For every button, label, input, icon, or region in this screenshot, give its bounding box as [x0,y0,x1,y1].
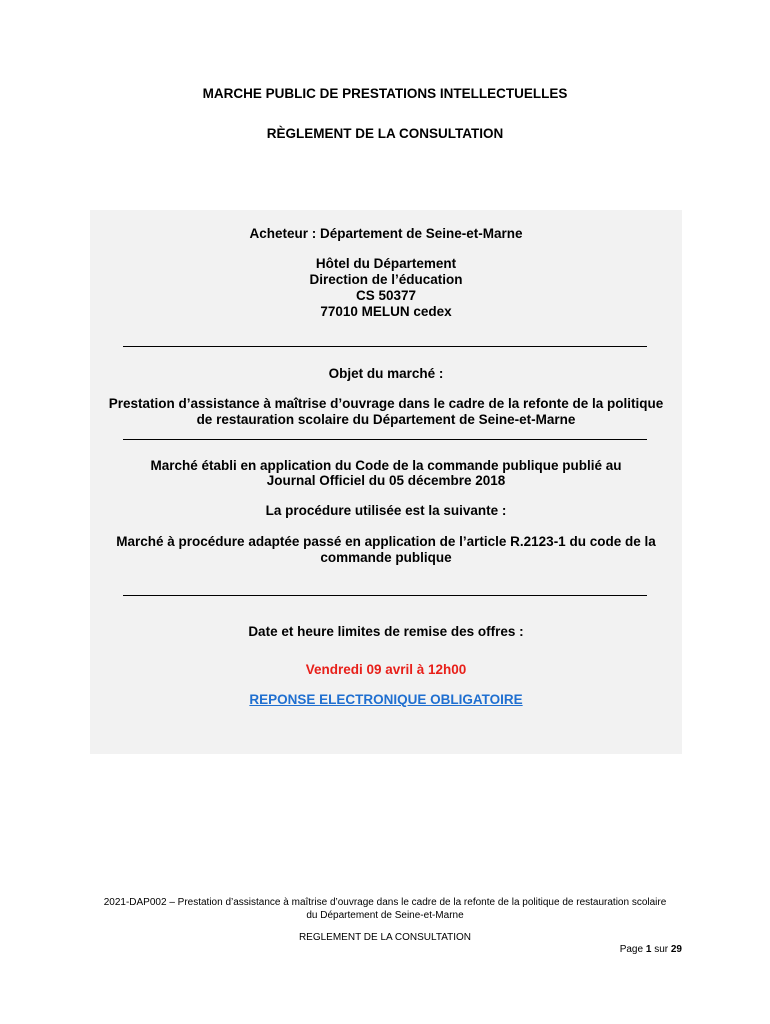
footer-line-1: 2021-DAP002 – Prestation d’assistance à maîtrise d’ouvrage dans le cadre de la refonte de la politique de restauration scolaire [103,897,667,908]
procedure-label: La procédure utilisée est la suivante : [265,503,507,518]
page-total: 29 [670,944,682,955]
footer-line-2: du Département de Seine-et-Marne [306,910,464,921]
divider [123,595,647,596]
address-line-1: Hôtel du Département [315,256,457,271]
code-line-1: Marché établi en application du Code de la commande publique publié au [150,458,622,473]
object-label: Objet du marché : [328,366,444,381]
object-line-2: de restauration scolaire du Département de Seine-et-Marne [196,412,576,427]
address-line-2: Direction de l’éducation [309,272,463,287]
page-sep: sur [654,944,669,955]
electronic-response-link-row [90,692,682,708]
info-box [90,210,682,754]
address-line-4: 77010 MELUN cedex [320,304,452,319]
document-subtitle: RÈGLEMENT DE LA CONSULTATION [266,126,504,141]
procedure-line-2: commande publique [320,550,452,565]
page-current: 1 [645,944,652,955]
page-prefix: Page [619,944,644,955]
document-title: MARCHE PUBLIC DE PRESTATIONS INTELLECTUELLES [202,86,568,101]
deadline-label: Date et heure limites de remise des offres : [248,624,524,639]
object-line-1: Prestation d’assistance à maîtrise d’ouvrage dans le cadre de la refonte de la politique [108,396,664,411]
code-line-2: Journal Officiel du 05 décembre 2018 [266,473,506,488]
footer-doc-title: REGLEMENT DE LA CONSULTATION [298,932,472,943]
buyer-line: Acheteur : Département de Seine-et-Marne [249,226,523,241]
page-number [620,944,682,955]
divider [123,439,647,440]
divider [123,346,647,347]
address-line-3: CS 50377 [355,288,417,303]
deadline-value: Vendredi 09 avril à 12h00 [305,662,467,677]
procedure-line-1: Marché à procédure adaptée passé en application de l’article R.2123-1 du code de la [116,534,656,549]
electronic-response-link[interactable]: REPONSE ELECTRONIQUE OBLIGATOIRE [249,692,523,707]
